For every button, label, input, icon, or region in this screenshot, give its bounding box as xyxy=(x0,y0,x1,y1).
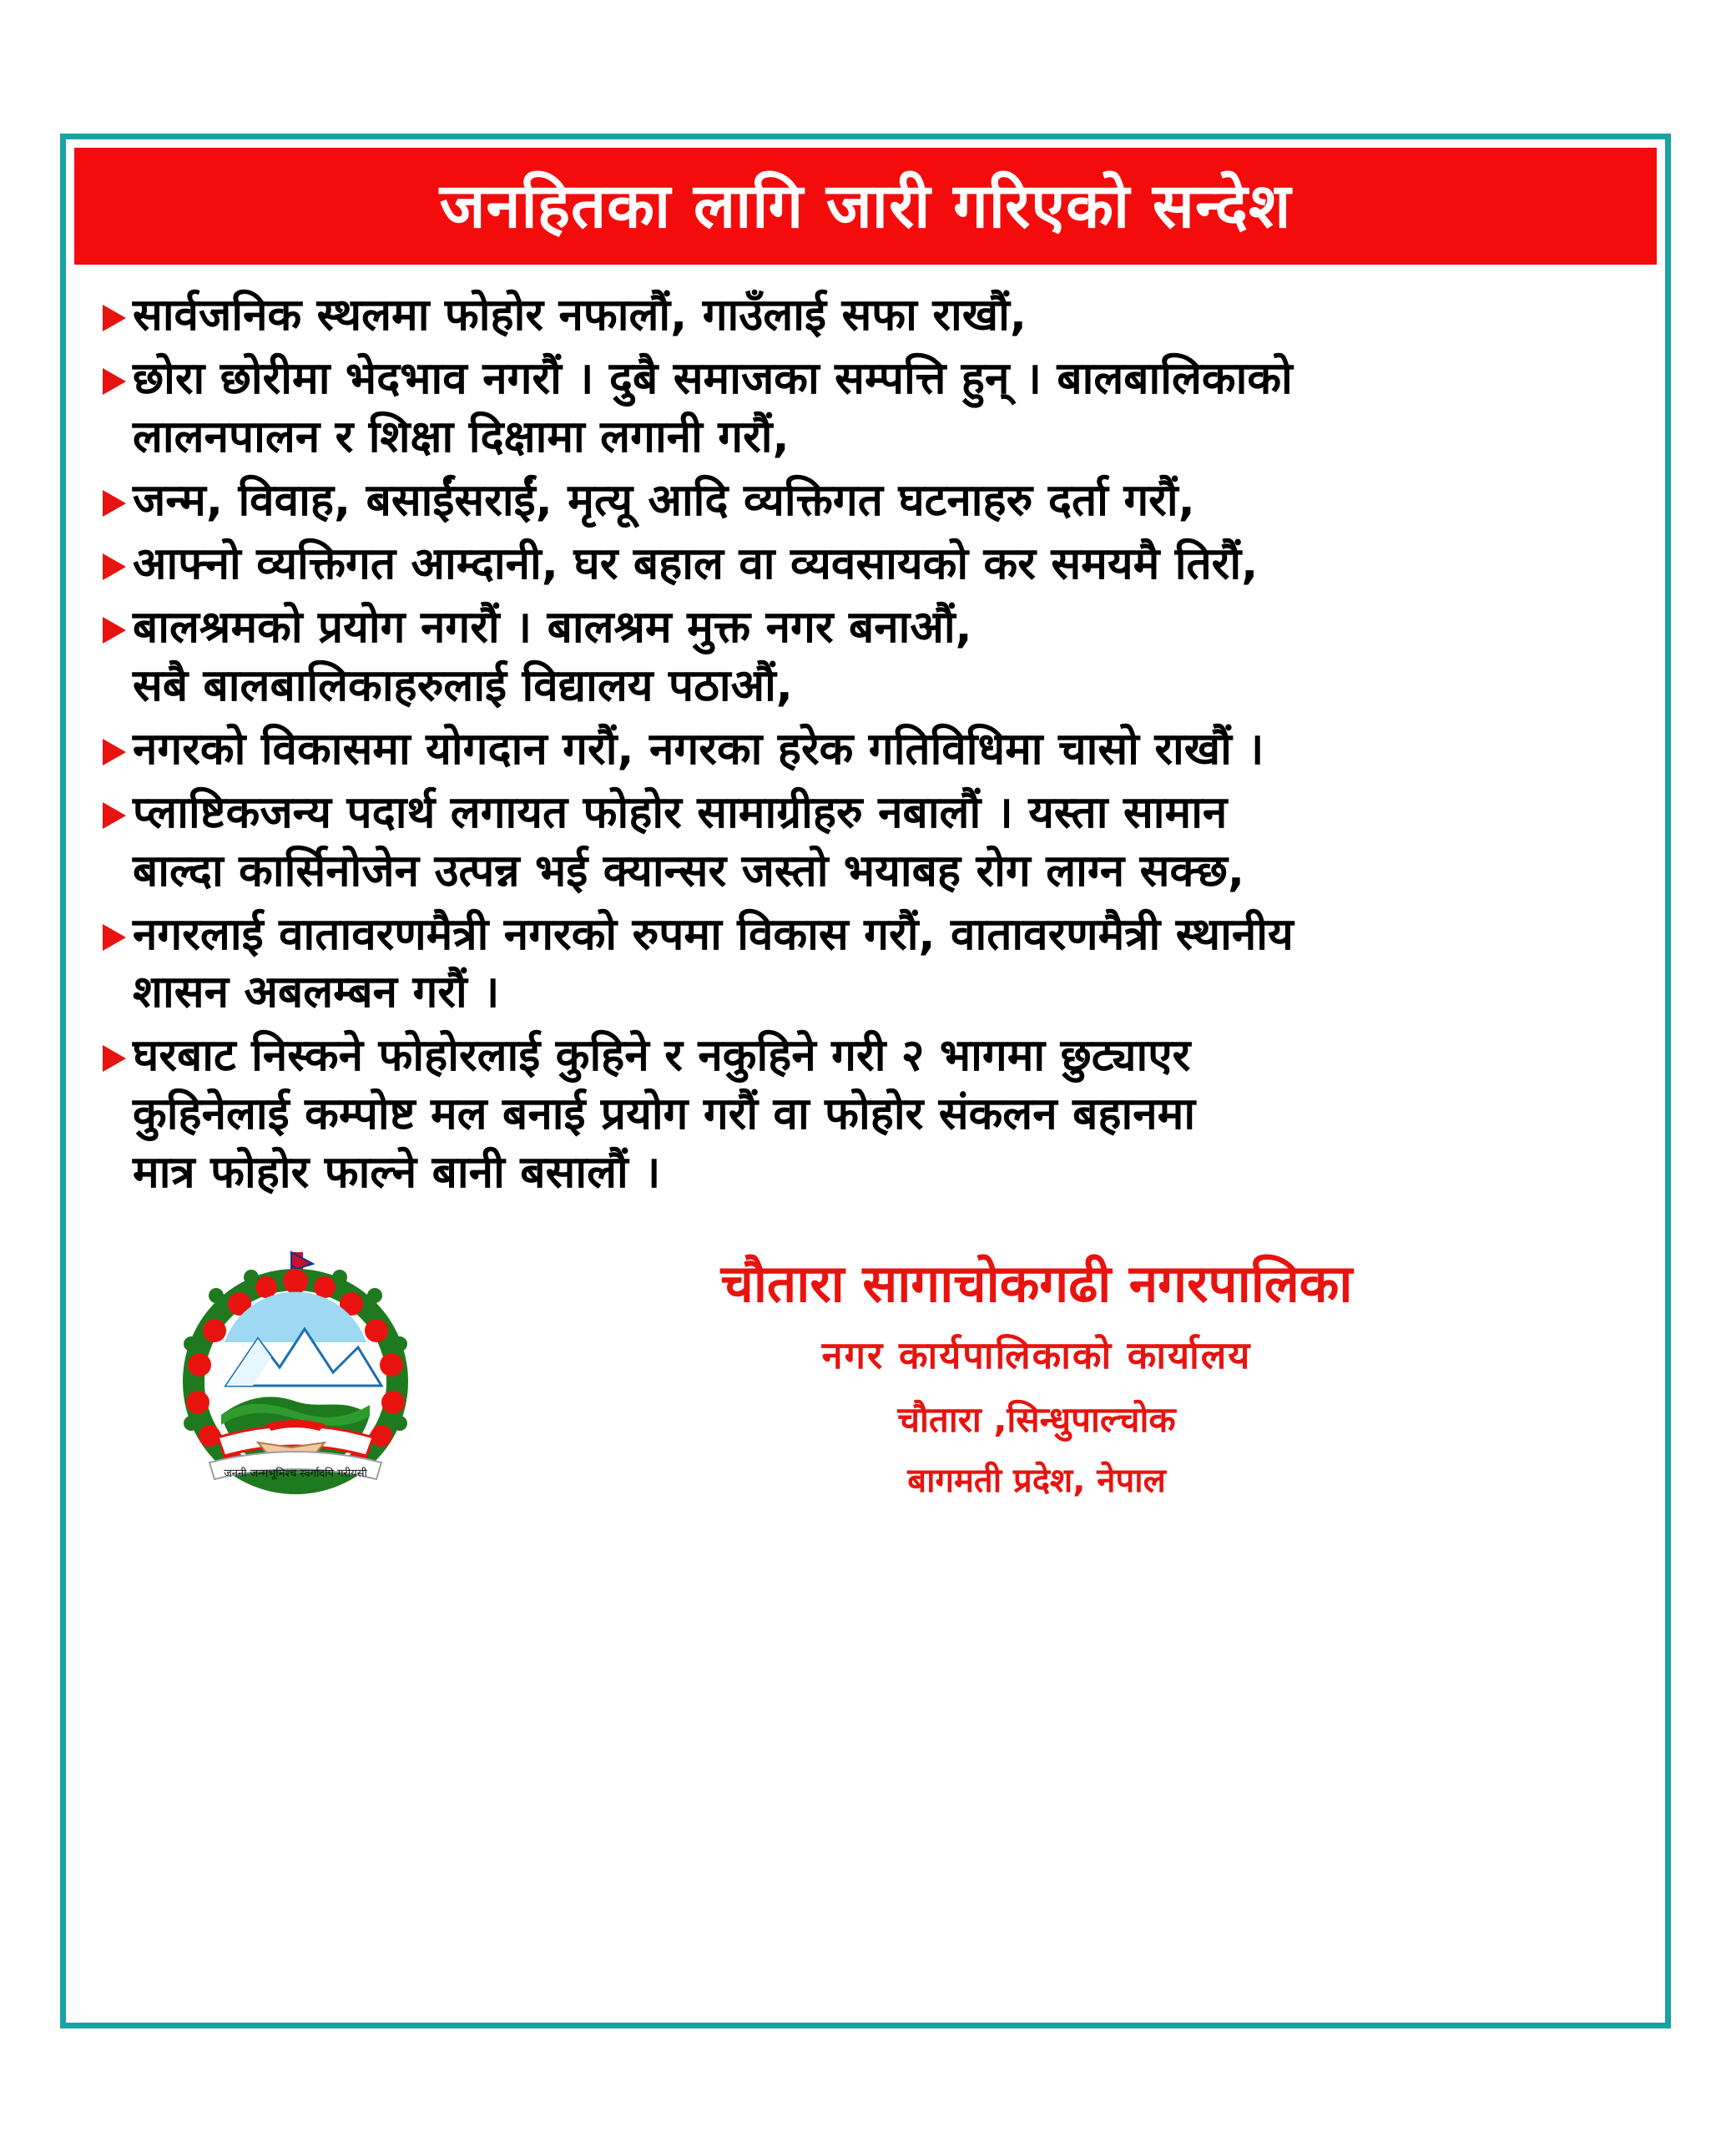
list-item xyxy=(94,286,1637,345)
triangle-bullet-icon xyxy=(94,599,133,644)
list-item xyxy=(94,535,1637,594)
triangle-bullet-icon xyxy=(94,350,133,395)
list-item xyxy=(94,599,1637,715)
triangle-bullet-icon xyxy=(94,472,133,517)
list-item-text xyxy=(133,906,1637,1023)
poster-title-bar xyxy=(74,148,1657,265)
office-name: नगर कार्यपालिकाको कार्यालय xyxy=(821,1332,1252,1377)
list-item-text xyxy=(133,472,1637,530)
office-province: बागमती प्रदेश, नेपाल xyxy=(907,1461,1166,1500)
svg-text:जननी जन्मभूमिश्च स्वर्गादपि गर: जननी जन्मभूमिश्च स्वर्गादपि गरीयसी xyxy=(224,1468,367,1481)
list-item-text xyxy=(133,535,1637,594)
list-item-line: लालनपालन र शिक्षा दिक्षामा लगानी गरौं, xyxy=(133,411,790,462)
office-location: चौतारा ,सिन्धुपाल्चोक xyxy=(897,1398,1176,1440)
list-item-line: सबै बालबालिकाहरुलाई विद्यालय पठाऔं, xyxy=(133,659,793,711)
list-item-text xyxy=(133,350,1637,467)
list-item-line: मात्र फोहोर फाल्ने बानी बसालौं । xyxy=(133,1147,661,1199)
list-item-line: आफ्नो व्यक्तिगत आम्दानी, घर बहाल वा व्यवसायको कर समयमै तिरौं, xyxy=(133,538,1259,589)
notice-bullet-list xyxy=(66,265,1665,1202)
list-item xyxy=(94,906,1637,1023)
list-item xyxy=(94,720,1637,779)
organization-name: चौतारा सागाचोकगढी नगरपालिका xyxy=(720,1253,1353,1315)
list-item xyxy=(94,350,1637,467)
list-item-text xyxy=(133,599,1637,715)
list-item-line: नगरको विकासमा योगदान गरौं, नगरका हरेक गतिविधिमा चासो राखौं । xyxy=(133,723,1264,775)
nepal-emblem-icon xyxy=(166,1235,442,1503)
triangle-bullet-icon xyxy=(94,535,133,580)
triangle-bullet-icon xyxy=(94,720,133,765)
triangle-bullet-icon xyxy=(94,1027,133,1072)
triangle-bullet-icon xyxy=(94,286,133,331)
triangle-bullet-icon xyxy=(94,784,133,829)
list-item-line: बाल्दा कार्सिनोजेन उत्पन्न भई क्यान्सर जस्तो भयाबह रोग लाग्न सक्छ, xyxy=(133,845,1245,897)
list-item-line: नगरलाई वातावरणमैत्री नगरको रुपमा विकास गरौं, वातावरणमैत्री स्थानीय xyxy=(133,908,1294,960)
list-item-line: बालश्रमको प्रयोग नगरौं । बालश्रम मुक्त नगर बनाऔं, xyxy=(133,601,972,653)
list-item-text xyxy=(133,720,1637,779)
list-item-line: छोरा छोरीमा भेदभाव नगरौं । दुबै समाजका सम्पत्ति हुन् । बालबालिकाको xyxy=(133,352,1293,404)
list-item-line: घरबाट निस्कने फोहोरलाई कुहिने र नकुहिने गरी २ भागमा छुट्याएर xyxy=(133,1030,1191,1082)
list-item xyxy=(94,1027,1637,1202)
list-item-line: जन्म, विवाह, बसाईंसराईं, मृत्यू आदि व्यक्तिगत घटनाहरु दर्ता गरौं, xyxy=(133,474,1195,526)
list-item-line: कुहिनेलाई कम्पोष्ट मल बनाई प्रयोग गरौं वा फोहोर संकलन बहानमा xyxy=(133,1089,1196,1140)
list-item xyxy=(94,784,1637,901)
page-title: जनहितका लागि जारी गरिएको सन्देश xyxy=(439,170,1292,242)
list-item-text xyxy=(133,1027,1637,1202)
list-item-line: शासन अबलम्बन गरौं । xyxy=(133,967,500,1018)
list-item-text xyxy=(133,784,1637,901)
public-notice-poster xyxy=(60,134,1671,2028)
list-item-line: प्लाष्टिकजन्य पदार्थ लगायत फोहोर सामाग्रीहरु नबालौं । यस्ता सामान xyxy=(133,786,1228,838)
list-item-line: सार्वजनिक स्थलमा फोहोर नफालौं, गाउँलाई सफा राखौं, xyxy=(133,290,1027,341)
issuing-authority xyxy=(442,1235,1632,1501)
list-item-text xyxy=(133,286,1637,345)
triangle-bullet-icon xyxy=(94,906,133,951)
list-item xyxy=(94,472,1637,530)
poster-footer xyxy=(66,1235,1665,1503)
